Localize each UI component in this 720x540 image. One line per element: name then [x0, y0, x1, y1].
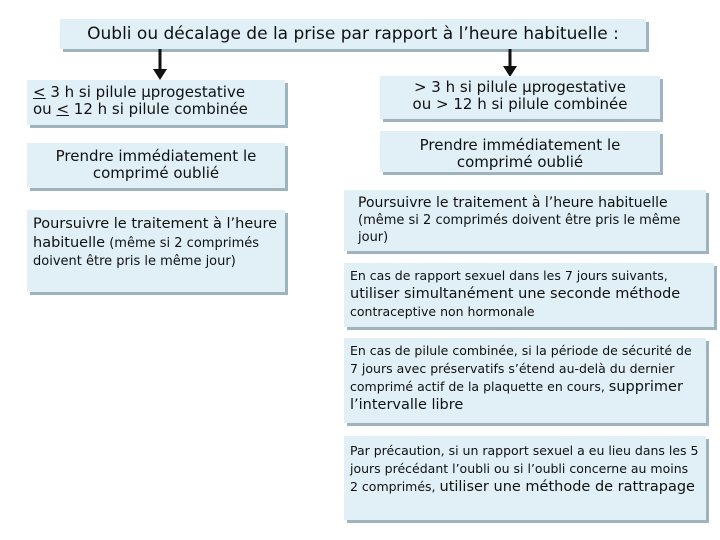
second-method-box — [344, 263, 714, 327]
left-continue-box — [27, 210, 285, 292]
second-method-strong: utiliser simultanément une seconde méthode — [350, 286, 681, 302]
free-interval-strong: supprimer l’intervalle libre — [350, 379, 683, 413]
free-interval-box — [344, 338, 706, 423]
right-continue-rest: (même si 2 comprimés doivent être pris le même jour) — [358, 213, 681, 245]
emergency-method-intro: Par précaution, si un rapport sexuel a eu lieu dans les 5 jours précédant l’oubli ou si l’oubli concerne au moins 2 comprimés, — [350, 443, 699, 494]
right-take-pill-box — [380, 131, 660, 172]
arrow-down-right-icon — [500, 49, 520, 78]
left-continue-rest: (même si 2 comprimés doivent être pris le même jour) — [33, 236, 260, 269]
left-take-pill-box — [27, 143, 285, 188]
left-condition-box — [27, 80, 285, 125]
arrow-down-left-icon — [150, 49, 170, 81]
left-condition-line2: ou < 12 h si pilule combinée — [33, 100, 248, 118]
right-continue-box — [344, 190, 706, 251]
second-method-rest: contraceptive non hormonale — [350, 304, 535, 319]
left-continue-strong: Poursuivre le traitement à l’heure habituelle — [33, 216, 278, 251]
left-take-pill-text: Prendre immédiatement le comprimé oublié — [55, 147, 257, 182]
right-condition-box — [380, 76, 660, 119]
second-method-intro: En cas de rapport sexuel dans les 7 jours suivants, — [350, 268, 668, 283]
emergency-method-box — [344, 436, 706, 520]
right-condition-line2: ou > 12 h si pilule combinée — [412, 95, 628, 113]
title-text: Oubli ou décalage de la prise par rapport à l’heure habituelle : — [87, 24, 619, 44]
left-condition-line1: < 3 h si pilule µprogestative — [33, 83, 246, 101]
free-interval-intro: En cas de pilule combinée, si la période de sécurité de 7 jours avec préservatifs s’étend au-delà du dernier comprimé actif de la plaquette en cours, — [350, 343, 692, 394]
right-continue-strong: Poursuivre le traitement à l’heure habituelle — [358, 195, 668, 211]
right-condition-line1: > 3 h si pilule µprogestative — [413, 78, 627, 96]
emergency-method-strong: utiliser une méthode de rattrapage — [439, 479, 695, 495]
diagram-title — [60, 19, 646, 49]
right-take-pill-text: Prendre immédiatement le comprimé oublié — [419, 136, 621, 171]
